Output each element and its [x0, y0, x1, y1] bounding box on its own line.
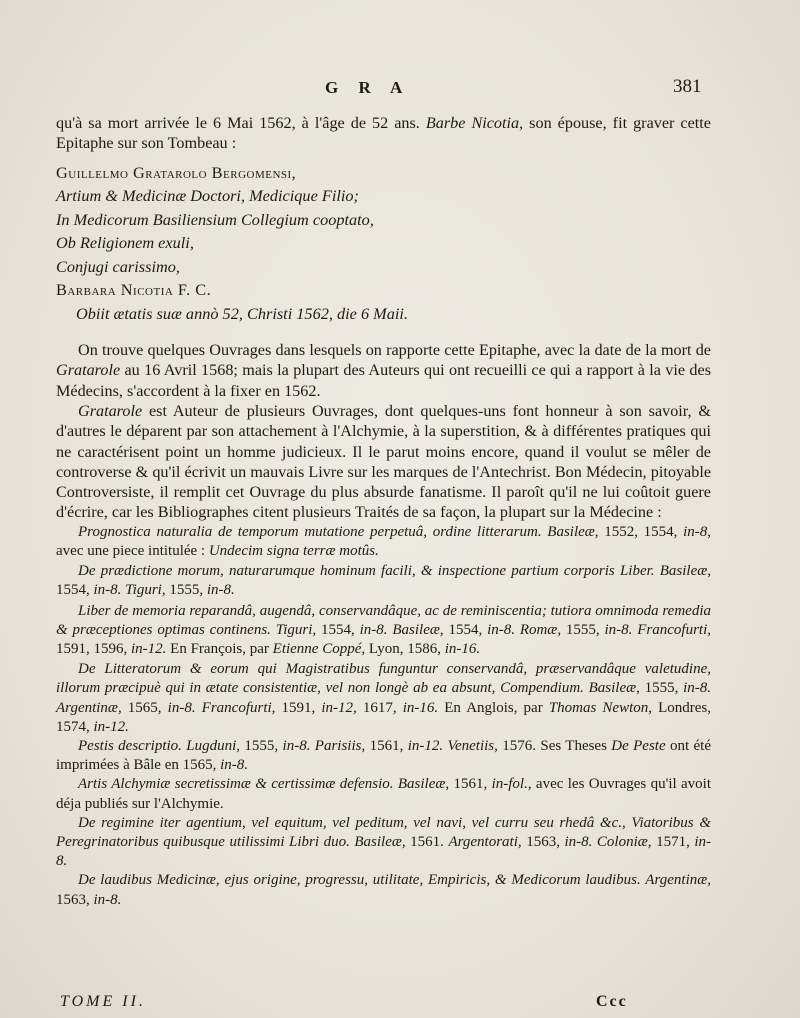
- intro-name: Barbe Nicotia: [425, 114, 520, 132]
- work-entry-alchymiae: Artis Alchymiæ secretissimæ & certissimæ defensio. Basileæ, 1561, in-fol., avec les Ouvrages qu'il avoit déja publiés sur l'Alchymie.: [56, 776, 711, 812]
- work-entry-prognostica: Prognostica naturalia de temporum mutatione perpetuâ, ordine litterarum. Basileæ, 1552, 1554, in-8, avec une piece intitulée : Undecim signa terræ motûs.: [56, 523, 712, 559]
- epitaph-line-4: Ob Religionem exuli,: [56, 233, 194, 253]
- para1-text-1: On trouve quelques Ouvrages dans lesquels on rapporte cette Epitaphe, avec la date de la mort de: [78, 341, 711, 360]
- epitaph-line-5: Conjugi carissimo,: [56, 256, 180, 276]
- epitaph-line-3: In Medicorum Basiliensium Collegium cooptato,: [56, 209, 374, 229]
- tome-label: TOME II.: [60, 993, 146, 1010]
- paragraph-epitaph-date: [56, 340, 711, 401]
- work-entry-litteratorum: De Litteratorum & eorum qui Magistratibus funguntur conservandâ, præservandâque valetudine, illorum præcipuè qui in ætate consistentiæ, vel non longè ab ea absunt, Compendium. Basileæ, 1555, in-8. Argentinæ, 1565, in-8. Francofurti, 1591, in-12, 1617, in-16. En Anglois, par Thomas Newton, Londres, 1574, in-12.: [56, 661, 712, 735]
- work-entry-laudibus: De laudibus Medicinæ, ejus origine, progressu, utilitate, Empiricis, & Medicorum laudibus. Argentinæ, 1563, in-8.: [56, 872, 711, 908]
- work-entry-memoria: Liber de memoria reparandâ, augendâ, conservandâque, ac de reminiscentia; tutiora omnimoda remedia & præceptiones optimas continens. Tiguri, 1554, in-8. Basileæ, 1554, in-8. Romæ, 1555, in-8. Francofurti, 1591, 1596, in-12. En François, par Etienne Coppé, Lyon, 1586, in-16.: [56, 602, 712, 657]
- epitaph-line-2: Artium & Medicinæ Doctori, Medicique Filio;: [56, 186, 359, 206]
- epitaph-date: Obiit ætatis suæ annò 52, Christi 1562, die 6 Maii.: [76, 303, 408, 323]
- running-head: [0, 78, 800, 102]
- para1-name: Gratarole: [56, 361, 121, 380]
- signature-mark: Ccc: [596, 993, 628, 1010]
- work-entry-pestis: Pestis descriptio. Lugduni, 1555, in-8. Parisiis, 1561, in-12. Venetiis, 1576. Ses Theses De Peste ont été imprimées à Bâle en 1565, in-8.: [56, 738, 712, 774]
- para1-text-2: au 16 Avril 1568; mais la plupart des Auteurs qui ont recueilli ce qui a rapport à la vie des Médecins, s'accordent à la fixer en 1562.: [56, 361, 711, 400]
- para2-text: est Auteur de plusieurs Ouvrages, dont quelques-uns font honneur à son savoir, & d'autres le déparent par son attachement à l'Alchymie, à la superstition, & à différentes pratiques qui ne caractérisent point un homme judicieux. Il le parut moins encore, quand il voulut se mêler de controverse & qu'il écrivit un mauvais Livre sur les marques de l'Antechrist. Bon Médecin, pitoyable Controversiste, il remplit cet Ouvrage du plus absurde fanatisme. Il paroît qu'il ne lui coûtoit guere d'écrire, car les Bibliographes citent plusieurs Traités de sa façon, la plupart sur la Médecine :: [56, 401, 711, 522]
- intro-text-2: , son épouse, fit graver cette Epitaphe sur son Tombeau :: [56, 114, 711, 153]
- intro-text-1: qu'à sa mort arrivée le 6 Mai 1562, à l'âge de 52 ans.: [56, 114, 420, 132]
- body-text: [56, 113, 711, 910]
- para2-name: Gratarole: [78, 401, 143, 420]
- epitaph-line-1: Guillelmo Gratarolo Bergomensi,: [56, 162, 297, 182]
- paragraph-works: [56, 401, 711, 523]
- running-head-title: G R A: [325, 78, 411, 97]
- work-entry-regimine: De regimine iter agentium, vel equitum, vel peditum, vel navi, vel curru seu rhedâ &c., Viatoribus & Peregrinatoribus quibusque utilissimi Libri duo. Basileæ, 1561. Argentorati, 1563, in-8. Coloniæ, 1571, in-8.: [56, 814, 712, 870]
- intro-paragraph: [56, 113, 711, 154]
- work-entry-praedictione: De prædictione morum, naturarumque hominum facili, & inspectione partium corporis Liber. Basileæ, 1554, in-8. Tiguri, 1555, in-8.: [56, 563, 711, 599]
- page-number: 381: [673, 76, 702, 97]
- page-footer: [0, 993, 800, 1015]
- epitaph-line-6: Barbara Nicotia F. C.: [56, 280, 212, 300]
